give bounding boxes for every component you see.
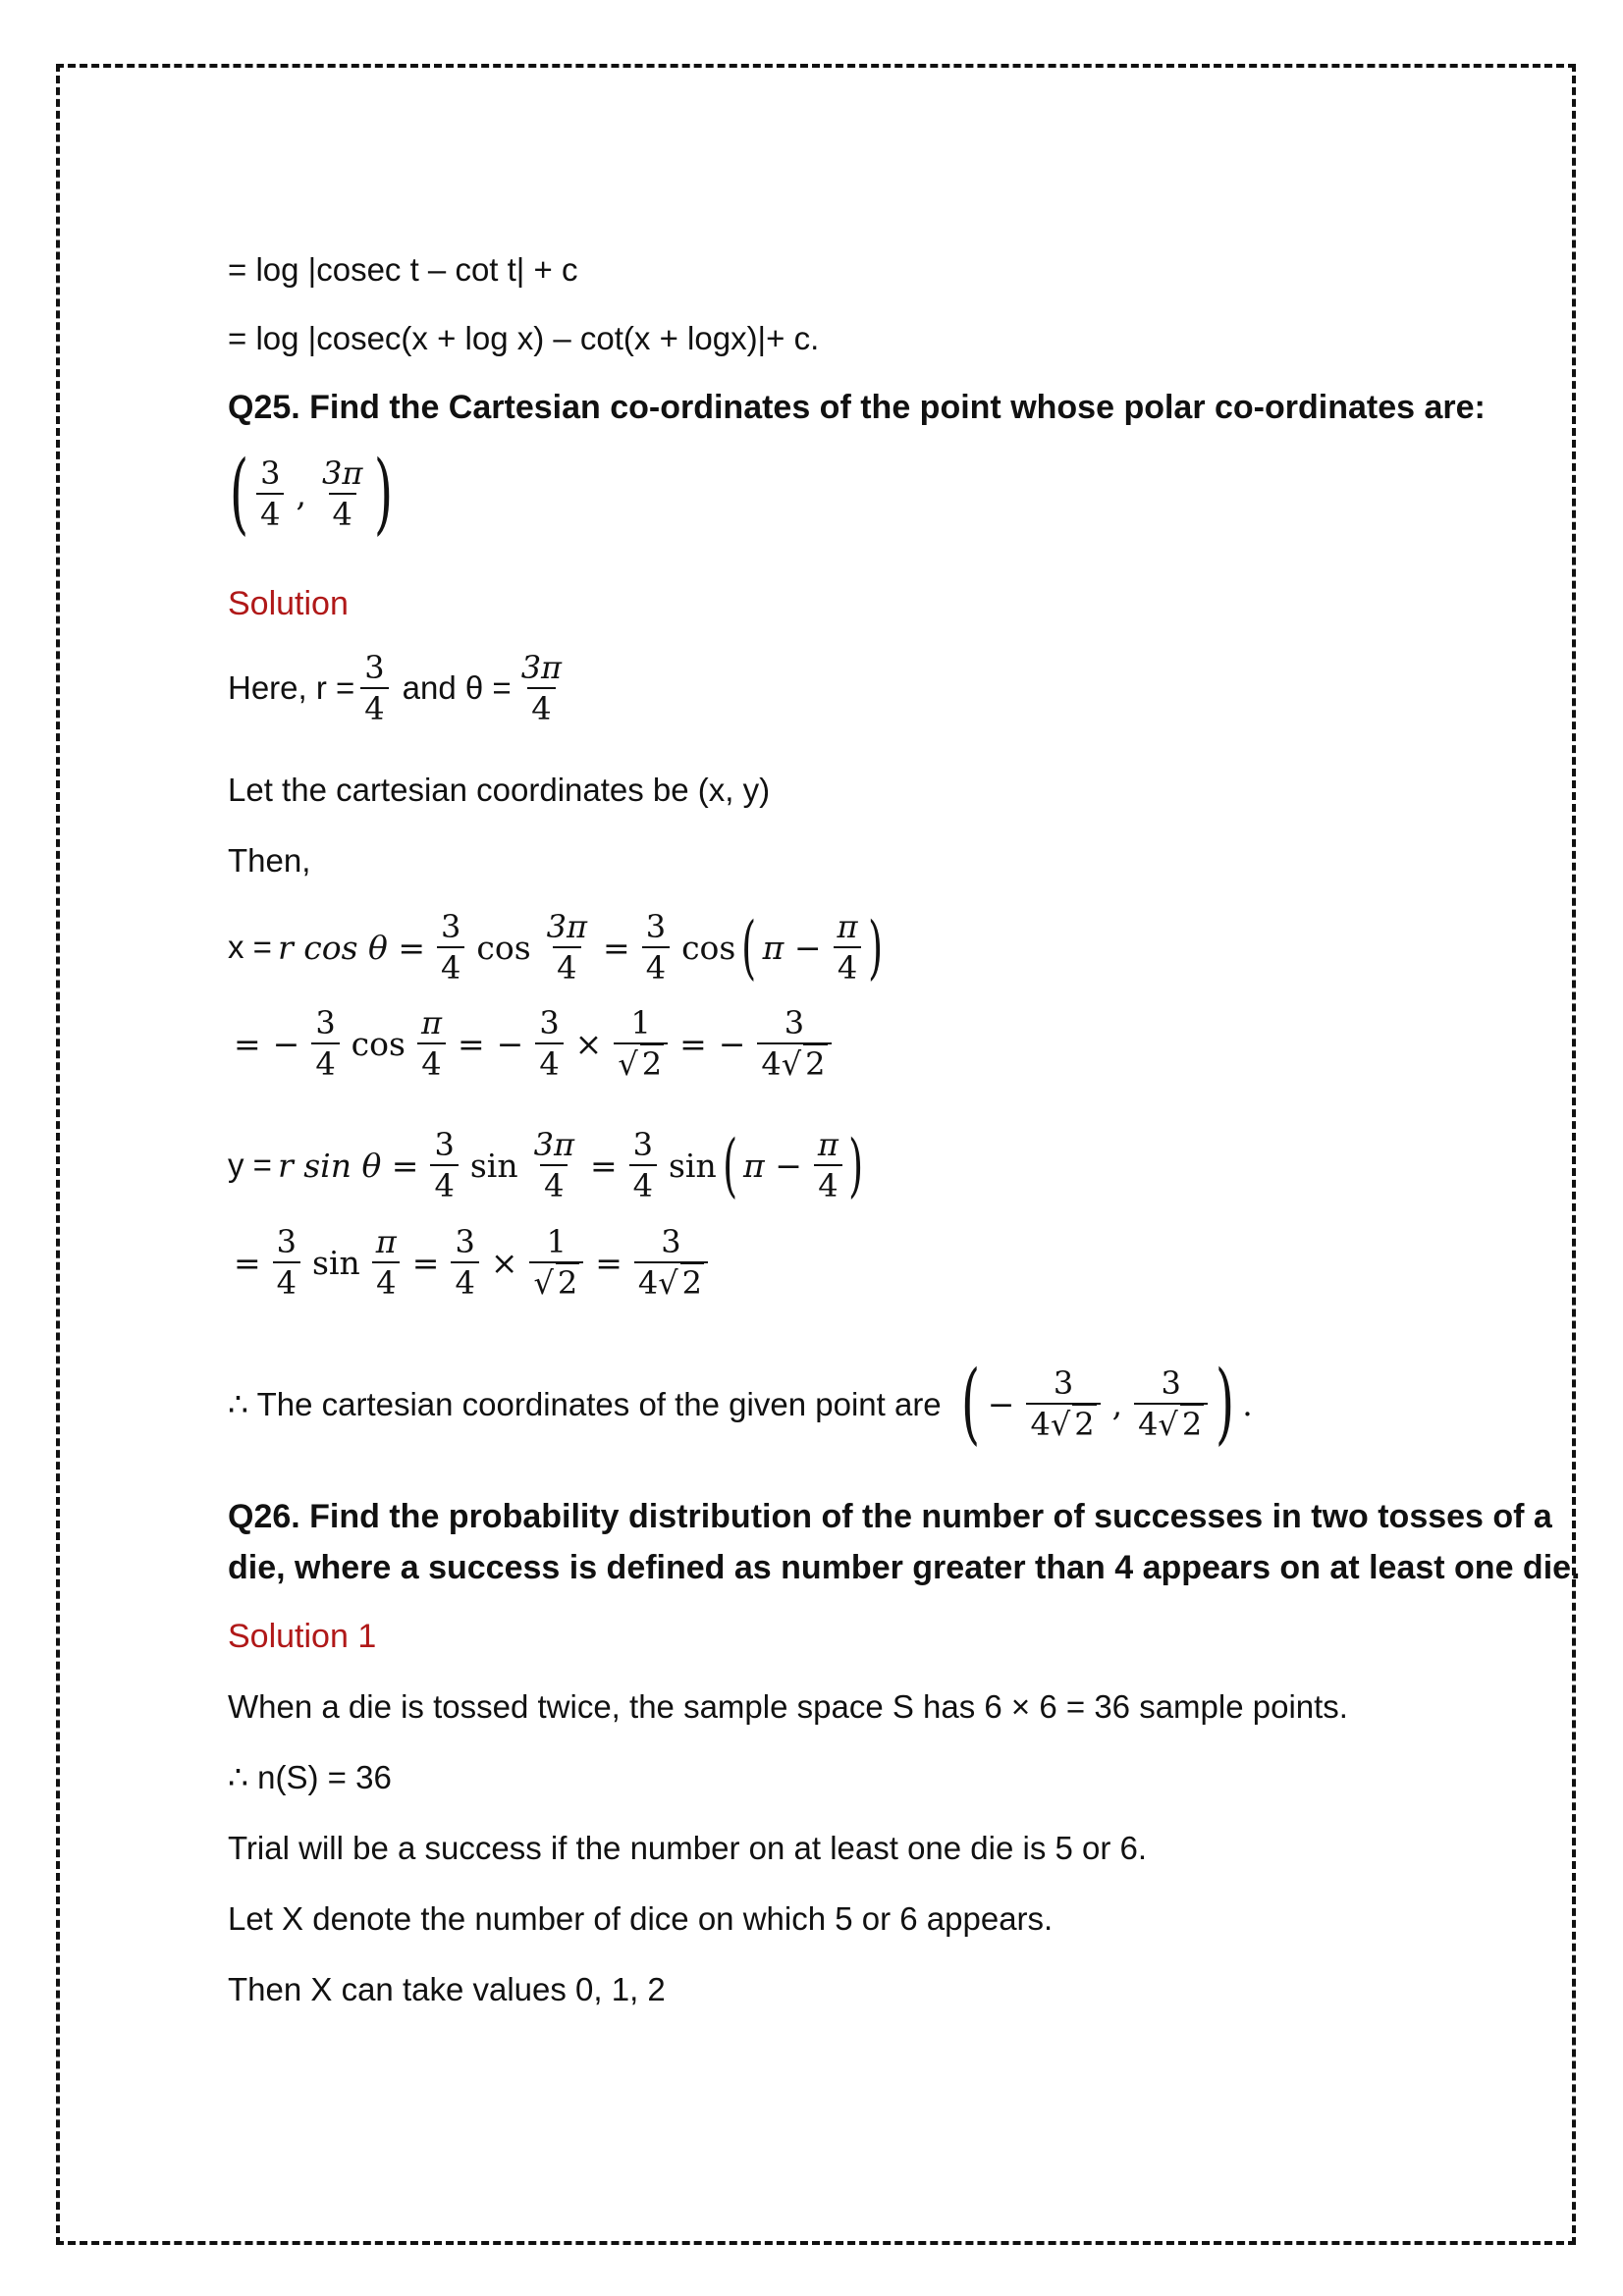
fraction: $\frac{3\pi}{4}$ [520, 649, 563, 727]
fraction: $\frac{1}{√ 2}$ [614, 1003, 668, 1084]
question-26: die, where a success is defined as number greater than 4 appears on at least one die. [228, 1549, 1581, 1586]
question-25: Q25. Find the Cartesian co-ordinates of the point whose polar co-ordinates are: [228, 389, 1486, 426]
equation-y-1: y = r sin θ = $\frac{3}{4}$ sin $\frac{3\pi}{4}$ = $\frac{3}{4}$ sin ( π − $\frac{\pi}{4}$ ) [228, 1125, 864, 1205]
fraction: $\frac{3}{4}$ [430, 1125, 458, 1205]
text-line: ∴ n(S) = 36 [228, 1759, 392, 1795]
text-line: When a die is tossed twice, the sample space S has 6 × 6 = 36 sample points. [228, 1688, 1348, 1725]
fraction: $\frac{\pi}{4}$ [814, 1125, 842, 1205]
text-line: = log |cosec(x + log x) – cot(x + logx)|+ c. [228, 320, 820, 356]
fraction: $\frac{3}{4}$ [629, 1125, 657, 1205]
fraction: $\frac{\pi}{4}$ [834, 907, 862, 988]
fraction: $\frac{3}{4}$ [311, 1003, 339, 1084]
fraction: $\frac{3}{4}$ [451, 1222, 478, 1303]
fraction: $\frac{3}{4√ 2}$ [634, 1222, 708, 1303]
given-values: Here, r = $\frac{3}{4}$ and θ = $\frac{3\pi}{4}$ [228, 648, 571, 728]
equation-x-1: x = r cos θ = $\frac{3}{4}$ cos $\frac{3\pi}{4}$ = $\frac{3}{4}$ cos ( π − $\frac{\pi}{4}$ ) [228, 907, 883, 988]
fraction: $\frac{3\pi}{4}$ [533, 1126, 574, 1204]
fraction: $\frac{3}{4√ 2}$ [1134, 1363, 1208, 1444]
fraction: $\frac{3}{4}$ [256, 454, 284, 534]
equation-y-2: = $\frac{3}{4}$ sin $\frac{\pi}{4}$ = $\frac{3}{4}$ × $\frac{1}{√ 2}$ = $\frac{3}{4√ 2}$ [228, 1222, 714, 1303]
fraction: $\frac{3}{4}$ [273, 1222, 300, 1303]
text-line: = log |cosec t – cot t| + c [228, 251, 578, 288]
fraction: $\frac{3}{4}$ [360, 648, 388, 728]
solution-heading: Solution 1 [228, 1618, 377, 1655]
fraction: $\frac{1}{√ 2}$ [529, 1222, 583, 1303]
question-26: Q26. Find the probability distribution of the number of successes in two tosses of a [228, 1498, 1552, 1535]
solution-heading: Solution [228, 585, 349, 622]
fraction: $\frac{3}{4}$ [535, 1003, 563, 1084]
equation-x-2: = − $\frac{3}{4}$ cos $\frac{\pi}{4}$ = − $\frac{3}{4}$ × $\frac{1}{√ 2}$ = − $\frac{3}{4√ 2}$ [228, 1003, 838, 1084]
text-line: Then, [228, 842, 311, 879]
conclusion: ∴ The cartesian coordinates of the given point are ( − $\frac{3}{4√ 2}$ , $\frac{3}{4√ 2}$ ) . [228, 1352, 1253, 1455]
polar-coordinates: ( $\frac{3}{4}$ , $\frac{3\pi}{4}$ ) [229, 442, 394, 545]
fraction: $\frac{3}{4}$ [437, 907, 464, 988]
fraction: $\frac{3\pi}{4}$ [546, 908, 588, 987]
fraction: $\frac{3}{4}$ [642, 907, 670, 988]
text-line: Let the cartesian coordinates be (x, y) [228, 772, 771, 808]
fraction: $\frac{\pi}{4}$ [372, 1222, 401, 1303]
text-line: Trial will be a success if the number on at least one die is 5 or 6. [228, 1830, 1148, 1866]
fraction: $\frac{3}{4√ 2}$ [757, 1003, 831, 1084]
fraction: $\frac{3}{4√ 2}$ [1026, 1363, 1100, 1444]
text-line: Then X can take values 0, 1, 2 [228, 1971, 666, 2007]
fraction: $\frac{3\pi}{4}$ [321, 454, 363, 533]
fraction: $\frac{\pi}{4}$ [417, 1003, 446, 1084]
text-line: Let X denote the number of dice on which 5 or 6 appears. [228, 1900, 1054, 1937]
